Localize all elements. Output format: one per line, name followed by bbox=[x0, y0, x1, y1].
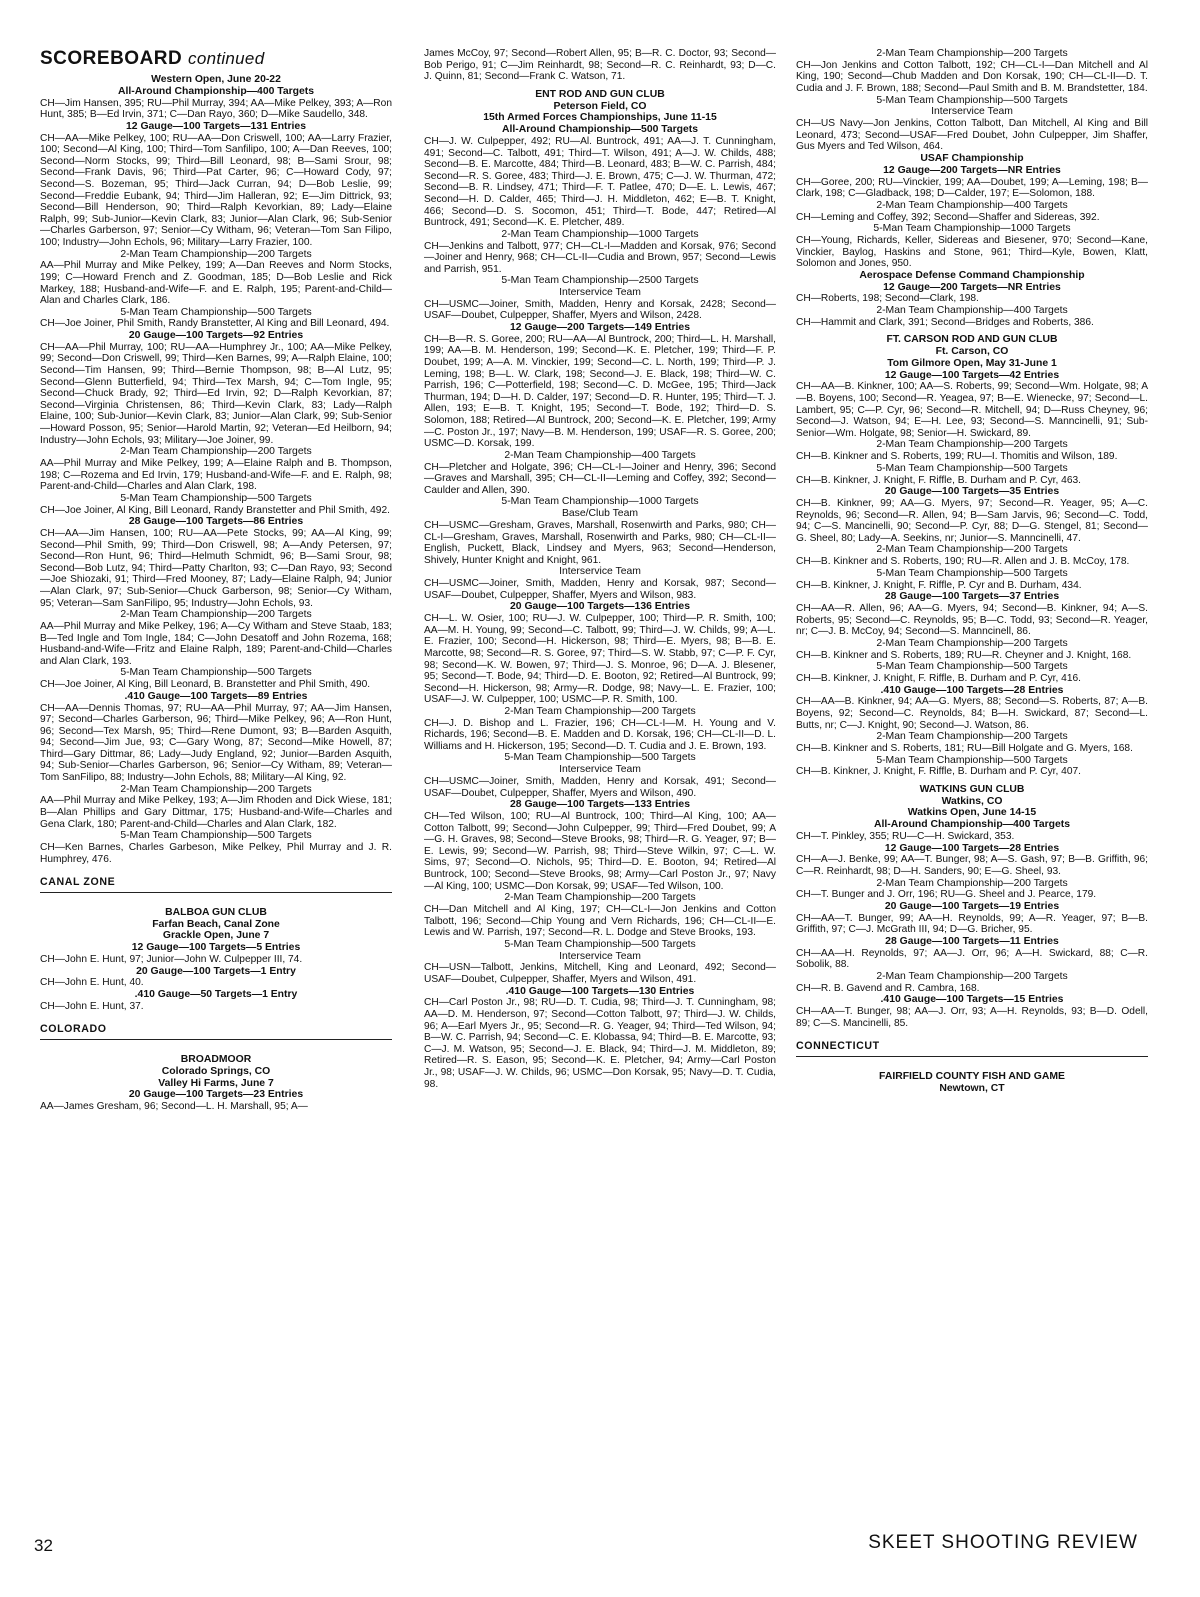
section-continued: continued bbox=[188, 49, 265, 68]
results-text: AA—Phil Murray and Mike Pelkey, 199; A—Elaine Ralph and B. Thompson, 198; C—Rozema and Ed Irvin, 179; Husband-and-Wife—F. and E. Ralph, 98; Parent-and-Child—Charles and Alan Clark, 198. bbox=[40, 458, 392, 493]
results-text: CH—Ken Barnes, Charles Garbeson, Mike Pelkey, Phil Murray and J. R. Humphrey, 476. bbox=[40, 842, 392, 865]
event-heading: 20 Gauge—100 Targets—136 Entries bbox=[510, 601, 690, 613]
event-heading: .410 Gauge—100 Targets—15 Entries bbox=[880, 994, 1064, 1006]
results-text: CH—USN—Talbott, Jenkins, Mitchell, King and Leonard, 492; Second—USAF—Doubet, Culpepper, Shaffer, Myers and Wilson, 491. bbox=[424, 962, 776, 985]
club-name: WATKINS GUN CLUB bbox=[919, 783, 1025, 795]
team-heading: 2-Man Team Championship—200 Targets bbox=[876, 544, 1068, 556]
event-heading: 20 Gauge—100 Targets—1 Entry bbox=[136, 965, 296, 977]
event-heading: 28 Gauge—100 Targets—133 Entries bbox=[510, 799, 690, 811]
club-location: Peterson Field, CO bbox=[553, 100, 647, 112]
team-heading: 2-Man Team Championship—200 Targets bbox=[876, 637, 1068, 649]
results-text: CH—AA—T. Bunger, 98; AA—J. Orr, 93; A—H. Reynolds, 93; B—D. Odell, 89; C—S. Mancinelli, 85. bbox=[796, 1006, 1148, 1029]
event-heading: All-Around Championship—400 Targets bbox=[873, 819, 1071, 831]
event-title: 15th Armed Forces Championships, June 11-15 bbox=[483, 112, 717, 124]
event-heading: 28 Gauge—100 Targets—86 Entries bbox=[128, 516, 304, 528]
results-text: CH—USMC—Joiner, Smith, Madden, Henry and Korsak, 2428; Second—USAF—Doubet, Culpepper, Shaffer, Myers and Wilson, 2428. bbox=[424, 298, 776, 322]
club-location: Watkins, CO bbox=[941, 795, 1003, 807]
event-heading: 20 Gauge—100 Targets—19 Entries bbox=[884, 901, 1060, 913]
event-heading: .410 Gauge—100 Targets—28 Entries bbox=[880, 684, 1064, 696]
results-text: CH—USMC—Joiner, Smith, Madden, Henry and Korsak, 491; Second—USAF—Doubet, Culpepper, Shaffer, Myers and Wilson, 490. bbox=[424, 776, 776, 799]
column-2 bbox=[424, 48, 776, 1518]
results-text: CH—B. Kinkner, J. Knight, F. Riffle, B. Durham and P. Cyr, 407. bbox=[796, 766, 1081, 778]
event-heading: .410 Gauge—100 Targets—89 Entries bbox=[124, 690, 308, 702]
results-text: CH—Joe Joiner, Al King, Bill Leonard, Randy Branstetter and Phil Smith, 492. bbox=[40, 504, 390, 516]
team-heading: 5-Man Team Championship—500 Targets bbox=[120, 492, 312, 504]
results-text: CH—T. Pinkley, 355; RU—C—H. Swickard, 353. bbox=[796, 831, 1015, 843]
results-text: CH—AA—Jim Hansen, 100; RU—AA—Pete Stocks, 99; AA—Al King, 99; Second—Phil Smith, 99; Third—Don Criswell, 98; A—Andy Petersen, 97; Second—Ron Hunt, 96; Third—Helmuth Schmidt, 96; B—Sami Srour, 98; Second—Bob Lutz, 94; Third—Patty Charlton, 93; C—Dan Rayo, 93; Second—Joe Shiozaki, 91; Third—Fred Mooney, 87; Lady—Elaine Ralph, 94; Junior—Alan Clark, 97; Sub-Senior—Chuck Garberson, 98; Senior—Cy Witham, 95; Veteran—Sam SanFilipo, 95; Industry—John Echols, 93. bbox=[40, 527, 392, 609]
club-location: Colorado Springs, CO bbox=[161, 1065, 271, 1077]
club-name: BALBOA GUN CLUB bbox=[165, 906, 267, 918]
results-text: CH—B. Kinkner and S. Roberts, 181; RU—Bill Holgate and G. Myers, 168. bbox=[796, 742, 1133, 754]
team-heading: 2-Man Team Championship—400 Targets bbox=[504, 449, 696, 461]
page-number: 32 bbox=[34, 1536, 53, 1555]
event-heading: 28 Gauge—100 Targets—37 Entries bbox=[884, 591, 1060, 603]
team-heading: 5-Man Team Championship—500 Targets bbox=[876, 462, 1068, 474]
results-text: CH—L. W. Osier, 100; RU—J. W. Culpepper, 100; Third—P. R. Smith, 100; AA—M. H. Young, 99; Second—C. Talbott, 99; Third—J. W. Childs, 99; A—L. E. Frazier, 100; Second—H. Hickerson, 98; Third—E. Myers, 98; B—B. E. Marcotte, 98; Second—R. S. Goree, 97; Third—S. W. Stabb, 97; C—P. F. Cyr, 98; Second—K. W. Bowen, 97; Third—J. S. Monroe, 96; D—A. J. Blesener, 95; Second—T. Bode, 94; Third—D. E. Booton, 92; Retired—Al Buntrock, 99; Second—H. Hickerson, 98; Army—R. Dodge, 98; Navy—L. E. Frazier, 100; USAF—J. W. Culpepper, 100; USMC—P. R. Smith, 100. bbox=[424, 613, 776, 706]
team-heading: 2-Man Team Championship—200 Targets bbox=[504, 892, 696, 904]
team-subheading: Interservice Team bbox=[559, 287, 641, 299]
team-heading: 2-Man Team Championship—200 Targets bbox=[120, 609, 312, 621]
team-subheading: Interservice Team bbox=[559, 764, 641, 776]
event-heading: 12 Gauge—100 Targets—5 Entries bbox=[131, 942, 301, 954]
results-text: CH—USMC—Gresham, Graves, Marshall, Rosenwirth and Parks, 980; CH—CL-I—Gresham, Graves, Marshall, Rosenwirth and Parks, 980; CH—CL-II—English, Puckett, Black, Lindsey and Myers, 963; Second—Henderson, Shively, Hunter Knight and Knight, 961. bbox=[424, 519, 776, 566]
event-heading: 12 Gauge—100 Targets—28 Entries bbox=[884, 842, 1060, 854]
results-text: CH—J. D. Bishop and L. Frazier, 196; CH—CL-I—M. H. Young and V. Richards, 196; Second—B. E. Madden and D. Korsak, 196; CH—CL-II—D. L. Williams and H. Hickerson, 195; Second—D. T. Cudia and J. E. Brown, 193. bbox=[424, 717, 776, 752]
results-text: CH—B. Kinkner and S. Roberts, 189; RU—R. Cheyner and J. Knight, 168. bbox=[796, 649, 1132, 661]
event-heading: 28 Gauge—100 Targets—11 Entries bbox=[885, 936, 1059, 948]
results-text: CH—Jenkins and Talbott, 977; CH—CL-I—Madden and Korsak, 976; Second—Joiner and Henry, 968; CH—CL-II—Cudia and Brown, 957; Second—Lewis and Parrish, 951. bbox=[424, 240, 776, 275]
results-text: CH—AA—T. Bunger, 99; AA—H. Reynolds, 99; A—R. Yeager, 97; B—B. Griffith, 97; C—J. McGrath III, 94; D—G. Bricher, 95. bbox=[796, 912, 1148, 936]
event-title: Valley Hi Farms, June 7 bbox=[158, 1077, 274, 1089]
results-text: CH—Goree, 200; RU—Vinckier, 199; AA—Doubet, 199; A—Leming, 198; B—Clark, 198; C—Gladback, 198; D—Calder, 197; E—Solomon, 188. bbox=[796, 176, 1148, 200]
club-location: Ft. Carson, CO bbox=[935, 346, 1009, 358]
results-text: AA—Phil Murray and Mike Pelkey, 199; A—Dan Reeves and Norm Stocks, 199; C—Howard French and Z. Goodman, 185; D—Bob Leslie and Rick Markey, 188; Husband-and-Wife—F. and E. Ralph, 195; Parent-and-Child—Alan and Charles Clark, 186. bbox=[40, 260, 392, 307]
team-heading: 2-Man Team Championship—400 Targets bbox=[876, 199, 1068, 211]
team-heading: 2-Man Team Championship—400 Targets bbox=[876, 304, 1068, 316]
results-text: CH—AA—B. Kinkner, 94; AA—G. Myers, 88; Second—S. Roberts, 87; A—B. Boyens, 92; Second—C. Reynolds, 84; B—H. Swickard, 87; Second—L. Butts, nr; C—J. Knight, 90; Second—J. Watson, 86. bbox=[796, 696, 1148, 731]
results-text: CH—Jim Hansen, 395; RU—Phil Murray, 394; AA—Mike Pelkey, 393; A—Ron Hunt, 385; B—Ed Irvin, 371; C—Dan Rayo, 360; D—Mike Saudello, 348. bbox=[40, 97, 392, 121]
results-text: CH—Ted Wilson, 100; RU—Al Buntrock, 100; Third—Al King, 100; AA—Cotton Talbott, 99; Second—John Culpepper, 99; Third—Fred Doubet, 99; A—G. H. Graves, 98; Second—Steve Brooks, 98; Third—R. G. Yeager, 97; B—E. Lewis, 99; Second—W. Parrish, 98; Third—Steve Wilkin, 97; C—L. W. Sims, 97; Second—O. Nichols, 95; Third—D. E. Booton, 94; Retired—Al Buntrock, 100; Second—Steve Brooks, 98; Army—Carl Poston Jr., 97; Navy—Al King, 100; USMC—Don Korsak, 99; USAF—Ted Wilson, 100. bbox=[424, 811, 776, 892]
team-heading: 5-Man Team Championship—500 Targets bbox=[120, 830, 312, 842]
results-text: CH—A—J. Benke, 99; AA—T. Bunger, 98; A—S. Gash, 97; B—B. Griffith, 96; C—R. Reinhardt, 98; D—H. Sanders, 90; E—G. Sheel, 93. bbox=[796, 854, 1148, 878]
team-heading: 2-Man Team Championship—200 Targets bbox=[120, 783, 312, 795]
region-heading-connecticut: CONNECTICUT bbox=[796, 1041, 1148, 1057]
event-title: Watkins Open, June 14-15 bbox=[907, 807, 1037, 819]
results-text: CH—John E. Hunt, 37. bbox=[40, 1000, 144, 1012]
event-heading: .410 Gauge—100 Targets—130 Entries bbox=[505, 985, 695, 997]
region-heading-colorado: COLORADO bbox=[40, 1024, 392, 1040]
results-text: CH—John E. Hunt, 97; Junior—John W. Culpepper III, 74. bbox=[40, 954, 303, 965]
club-name: FT. CARSON ROD AND GUN CLUB bbox=[886, 334, 1058, 346]
team-subheading: Interservice Team bbox=[931, 106, 1013, 118]
results-text: CH—Pletcher and Holgate, 396; CH—CL-I—Joiner and Henry, 396; Second—Graves and Marshall, 395; CH—CL-II—Leming and Coffey, 392; Second—Caulder and Allen, 390. bbox=[424, 461, 776, 496]
event-heading: 20 Gauge—100 Targets—92 Entries bbox=[128, 330, 304, 342]
results-text: James McCoy, 97; Second—Robert Allen, 95; B—R. C. Doctor, 93; Second—Bob Perigo, 91; C—Jim Reinhardt, 98; Second—R. C. Reinhardt, 93; D—C. J. Quinn, 81; Second—Frank C. Watson, 71. bbox=[424, 48, 776, 83]
results-text: CH—USMC—Joiner, Smith, Madden, Henry and Korsak, 987; Second—USAF—Doubet, Culpepper, Shaffer, Myers and Wilson, 983. bbox=[424, 578, 776, 601]
club-name: BROADMOOR bbox=[180, 1053, 252, 1065]
results-text: CH—John E. Hunt, 40. bbox=[40, 977, 144, 989]
team-heading: 5-Man Team Championship—500 Targets bbox=[876, 661, 1068, 673]
team-heading: 5-Man Team Championship—500 Targets bbox=[120, 667, 312, 679]
results-text: CH—AA—R. Allen, 96; AA—G. Myers, 94; Second—B. Kinkner, 94; A—S. Roberts, 95; Second—C. Reynolds, 95; B—C. Todd, 93; Second—R. Yeager, nr; C—J. B. McCoy, 94; Second—S. Manncinell, 86. bbox=[796, 602, 1148, 638]
results-text: CH—B. Kinkner, 99; AA—G. Myers, 97; Second—R. Yeager, 95; A—C. Reynolds, 96; Second—R. Allen, 94; B—Sam Jarvis, 96; Second—C. Todd, 94; C—S. Mancinelli, 90; Second—P. Cyr, 88; D—G. Stengel, 81; Second—G. Sheel, 80; Lady—A. Seekins, nr; Junior—S. Manncinelli, 47. bbox=[796, 498, 1148, 544]
team-heading: 5-Man Team Championship—1000 Targets bbox=[873, 223, 1071, 235]
team-heading: 2-Man Team Championship—200 Targets bbox=[120, 446, 312, 458]
section-title bbox=[40, 48, 392, 70]
club-location: Farfan Beach, Canal Zone bbox=[152, 918, 280, 930]
magazine-title: SKEET SHOOTING REVIEW bbox=[868, 1532, 1138, 1553]
results-text: CH—Joe Joiner, Phil Smith, Randy Branstetter, Al King and Bill Leonard, 494. bbox=[40, 318, 390, 330]
event-title: Grackle Open, June 7 bbox=[162, 930, 270, 942]
club-name: FAIRFIELD COUNTY FISH AND GAME bbox=[879, 1070, 1065, 1082]
results-text: CH—AA—H. Reynolds, 97; AA—J. Orr, 96; A—H. Swickard, 88; C—R. Sobolik, 88. bbox=[796, 947, 1148, 971]
team-heading: 2-Man Team Championship—200 Targets bbox=[876, 48, 1068, 59]
results-text: CH—B. Kinkner and S. Roberts, 190; RU—R. Allen and J. B. McCoy, 178. bbox=[796, 556, 1130, 568]
event-title: USAF Championship bbox=[920, 152, 1024, 164]
results-text: CH—AA—Phil Murray, 100; RU—AA—Humphrey Jr., 100; AA—Mike Pelkey, 99; Second—Don Criswell, 99; Third—Ken Barnes, 99; A—Ralph Elaine, 100; Second—Tim Hansen, 99; Third—Bernie Thompson, 98; B—Al Lutz, 95; Second—Glenn Butterfield, 94; Third—Tex Marsh, 94; C—Tom Ingle, 95; Second—Chuck Brady, 92; Third—Ed Irvin, 92; D—Ralph Kevorkian, 87; Second—Virginia Christensen, 86; Third—Kevin Clark, 83; Lady—Ralph Elaine, 100; Sub-Junior—Kevin Clark, 83; Junior—Alan Clark, 99; Sub-Senior—Howard Posson, 95; Senior—Harold Martin, 92; Veteran—Ed Heilborn, 94; Industry—John Echols, 93; Military—Joe Joiner, 99. bbox=[40, 341, 392, 446]
results-text: CH—AA—B. Kinkner, 100; AA—S. Roberts, 99; Second—Wm. Holgate, 98; A—B. Boyens, 100; Second—R. Yeagea, 97; B—E. Wienecke, 97; Second—L. Lambert, 95; C—P. Cyr, 96; Second—R. Mitchell, 94; D—Russ Cheyney, 96; Second—J. Watson, 94; E—H. Lee, 93; Second—S. Manncinelli, 91; Sub-Senior—Wm. Holgate, 98; Senior—H. Swickard, 89. bbox=[796, 381, 1148, 439]
results-text: AA—Phil Murray and Mike Pelkey, 193; A—Jim Rhoden and Dick Wiese, 181; B—Alan Phillips and Gary Dittmar, 175; Husband-and-Wife—Charles and Gena Clark, 180; Parent-and-Child—Charles and Alan Clark, 182. bbox=[40, 795, 392, 830]
event-heading: All-Around Championship—500 Targets bbox=[501, 124, 699, 136]
team-heading: 2-Man Team Championship—200 Targets bbox=[876, 877, 1068, 889]
results-text: CH—Roberts, 198; Second—Clark, 198. bbox=[796, 293, 979, 305]
team-subheading: Interservice Team bbox=[559, 566, 641, 578]
event-heading: All-Around Championship—400 Targets bbox=[117, 85, 315, 97]
region-heading-canal-zone: CANAL ZONE bbox=[40, 877, 392, 893]
team-heading: 5-Man Team Championship—500 Targets bbox=[504, 938, 696, 950]
team-heading: 2-Man Team Championship—200 Targets bbox=[876, 439, 1068, 451]
team-heading: 5-Man Team Championship—500 Targets bbox=[120, 306, 312, 318]
event-heading: .410 Gauge—50 Targets—1 Entry bbox=[134, 988, 298, 1000]
results-text: CH—Joe Joiner, Al King, Bill Leonard, B. Branstetter and Phil Smith, 490. bbox=[40, 679, 371, 691]
team-heading: 2-Man Team Championship—200 Targets bbox=[876, 731, 1068, 743]
results-text: CH—R. B. Gavend and R. Cambra, 168. bbox=[796, 982, 980, 994]
team-heading: 2-Man Team Championship—200 Targets bbox=[876, 971, 1068, 983]
event-heading: 12 Gauge—200 Targets—NR Entries bbox=[883, 281, 1061, 293]
results-text: AA—James Gresham, 96; Second—L. H. Marshall, 95; A— bbox=[40, 1101, 308, 1113]
team-subheading: Interservice Team bbox=[559, 950, 641, 962]
event-heading: 12 Gauge—200 Targets—NR Entries bbox=[883, 164, 1061, 176]
results-text: CH—J. W. Culpepper, 492; RU—Al. Buntrock, 491; AA—J. T. Cunningham, 491; Second—C. Talbott, 491; Third—T. Wilson, 491; A—J. W. Childs, 488; Second—B. E. Marcotte, 484; Third—B. Leonard, 483; B—W. C. Parrish, 484; Second—R. S. Goree, 483; Third—J. E. Brown, 475; C—J. W. Thurman, 472; Second—B. R. Lindsey, 471; Third—F. T. Patlee, 470; D—E. L. Lewis, 467; Second—H. D. Calder, 465; Third—J. H. Middleton, 462; E—B. T. Knight, 466; Second—D. S. Socomon, 451; Third—T. Bode, 447; Retired—Al Buntrock, 491; Second—K. E. Pletcher, 489. bbox=[424, 135, 776, 229]
results-text: CH—Dan Mitchell and Al King, 197; CH—CL-I—Jon Jenkins and Cotton Talbott, 196; Second—Chip Young and Vern Richards, 196; CH—CL-II—E. Lewis and W. Parrish, 197; Second—R. L. Dodge and Steve Brooks, 193. bbox=[424, 904, 776, 939]
team-heading: 2-Man Team Championship—200 Targets bbox=[504, 705, 696, 717]
event-heading: 20 Gauge—100 Targets—23 Entries bbox=[128, 1089, 304, 1101]
team-heading: 5-Man Team Championship—500 Targets bbox=[504, 752, 696, 764]
results-text: CH—B—R. S. Goree, 200; RU—AA—Al Buntrock, 200; Third—L. H. Marshall, 199; AA—B. M. Henderson, 199; Second—K. E. Pletcher, 199; Third—F. P. Doubet, 199; A—A. M. Vinckier, 199; Second—C. L. North, 199; Third—P. J. Leming, 198; B—L. W. Clark, 198; Second—J. E. Black, 198; Third—W. C. Parrish, 196; C—Potterfield, 198; Second—C. D. McGee, 195; Third—Jack Thurman, 194; D—H. D. Calder, 197; Second—D. R. Hunter, 195; Third—T. J. Allen, 193; E—B. T. Knight, 195; Second—T. Bode, 192; Third—D. S. Solomon, 188; Retired—Al Buntrock, 200; Second—K. E. Pletcher, 199; Army—C. Poston Jr., 197; Navy—B. M. Henderson, 199; USAF—R. S. Goree, 200; USMC—D. Korsak, 199. bbox=[424, 333, 776, 450]
event-heading: 20 Gauge—100 Targets—35 Entries bbox=[884, 486, 1060, 498]
club-location: Newtown, CT bbox=[939, 1082, 1005, 1094]
team-heading: 5-Man Team Championship—2500 Targets bbox=[501, 275, 699, 287]
results-text: CH—Hammit and Clark, 391; Second—Bridges and Roberts, 386. bbox=[796, 316, 1094, 328]
event-heading: 12 Gauge—100 Targets—42 Entries bbox=[884, 369, 1060, 381]
event-title: Tom Gilmore Open, May 31-June 1 bbox=[887, 357, 1057, 369]
results-text: CH—Young, Richards, Keller, Sidereas and Biesener, 970; Second—Kane, Vinckier, Baylog, Haskins and Stone, 961; Third—Kyle, Bowen, Klatt, Solomon and Jones, 950. bbox=[796, 234, 1148, 270]
results-text: AA—Phil Murray and Mike Pelkey, 196; A—Cy Witham and Steve Staab, 183; B—Ted Ingle and Tom Ingle, 184; C—John Desatoff and John Rozema, 168; Husband-and-Wife—Fritz and Elaine Ralph, 189; Parent-and-Child—Charles and Alan Clark, 193. bbox=[40, 620, 392, 667]
event-title: Aerospace Defense Command Championship bbox=[859, 269, 1085, 281]
event-heading: 12 Gauge—200 Targets—149 Entries bbox=[510, 322, 690, 334]
results-text: CH—AA—Dennis Thomas, 97; RU—AA—Phil Murray, 97; AA—Jim Hansen, 97; Second—Charles Garberson, 96; Third—Mike Pelkey, 96; A—Ron Hunt, 96; Second—Tex Marsh, 95; Third—Rene Dumont, 93; B—Barden Asquith, 94; Second—Jim Jue, 93; C—Gary Wong, 87; Second—Mike Howell, 87; Third—Gary Dittmar, 86; Lady—Judy England, 92; Junior—Barden Asquith, 94; Sub-Senior—Charles Garberson, 96; Senior—Cy Witham, 89; Veteran—Tom SanFilipo, 88; Industry—John Echols, 88; Military—Al King, 92. bbox=[40, 702, 392, 784]
event-title: Western Open, June 20-22 bbox=[151, 74, 281, 85]
team-heading: 5-Man Team Championship—500 Targets bbox=[876, 567, 1068, 579]
results-text: CH—Carl Poston Jr., 98; RU—D. T. Cudia, 98; Third—J. T. Cunningham, 98; AA—D. M. Henderson, 97; Second—Cotton Talbott, 97; Third—J. W. Childs, 96; A—Earl Myers Jr., 95; Second—R. G. Yeager, 94; Third—Ted Wilson, 94; B—W. C. Parrish, 94; Second—C. E. Klobassa, 94; Third—B. E. Marcotte, 93; C—J. M. Watson, 95; Second—J. E. Black, 94; Third—J. M. Middleton, 89; Retired—R. S. Eason, 95; Second—K. E. Pletcher, 94; Army—Carl Poston Jr., 98; USAF—J. W. Childs, 96; USMC—Don Korsak, 95; Navy—D. T. Cudia, 98. bbox=[424, 997, 776, 1090]
team-heading: 2-Man Team Championship—1000 Targets bbox=[501, 228, 699, 240]
results-text: CH—B. Kinkner, J. Knight, F. Riffle, B. Durham and P. Cyr, 416. bbox=[796, 672, 1081, 684]
results-text: CH—Leming and Coffey, 392; Second—Shaffer and Sidereas, 392. bbox=[796, 211, 1100, 223]
scoreboard-page bbox=[40, 48, 1160, 1528]
column-3 bbox=[796, 48, 1148, 1518]
team-heading: 2-Man Team Championship—200 Targets bbox=[120, 248, 312, 260]
team-heading: 5-Man Team Championship—500 Targets bbox=[876, 754, 1068, 766]
team-heading: 5-Man Team Championship—500 Targets bbox=[876, 94, 1068, 106]
results-text: CH—US Navy—Jon Jenkins, Cotton Talbott, Dan Mitchell, Al King and Bill Leonard, 473; Second—USAF—Fred Doubet, John Culpepper, Jim Shaffer, Gus Myers and Ted Wilson, 464. bbox=[796, 118, 1148, 153]
team-heading: 5-Man Team Championship—1000 Targets bbox=[501, 496, 699, 508]
column-1 bbox=[40, 48, 392, 1518]
results-text: CH—B. Kinkner and S. Roberts, 199; RU—I. Thomitis and Wilson, 189. bbox=[796, 451, 1118, 463]
results-text: CH—T. Bunger and J. Orr, 196; RU—G. Sheel and J. Pearce, 179. bbox=[796, 889, 1097, 901]
results-text: CH—AA—Mike Pelkey, 100; RU—AA—Don Criswell, 100; AA—Larry Frazier, 100; Second—Al King, 100; Third—Tom Sanfilipo, 100; A—Dan Reeves, 100; Second—Norm Stocks, 99; Third—Bill Leonard, 98; B—Sami Srour, 98; Second—Frank Davis, 96; Third—Pat Carter, 96; C—Howard Cody, 97; Second—S. Bozeman, 95; Third—Jack Curran, 94; D—Bob Leslie, 99; Second—Freddie Eubank, 94; Third—Jim Halleran, 92; E—Jim Dittrick, 93; Second—Bill Henderson, 90; Third—Ralph Kevorkian, 89; Lady—Elaine Ralph, 99; Sub-Junior—Kevin Clark, 83; Junior—Alan Clark, 96; Sub-Senior—Charles Garberson, 97; Senior—Cy Witham, 96; Veteran—Tom San Filipo, 100; Industry—John Echols, 96; Military—Larry Frazier, 100. bbox=[40, 132, 392, 248]
section-title-text: SCOREBOARD bbox=[40, 48, 183, 69]
club-name: ENT ROD AND GUN CLUB bbox=[535, 88, 665, 100]
team-subheading: Base/Club Team bbox=[561, 508, 639, 520]
results-text: CH—Jon Jenkins and Cotton Talbott, 192; CH—CL-I—Dan Mitchell and Al King, 190; Second—Chub Madden and Don Korsak, 190; CH—CL-II—D. T. Cudia and J. F. Brown, 188; Second—Paul Smith and B. M. Brandstetter, 184. bbox=[796, 59, 1148, 94]
event-heading: 12 Gauge—100 Targets—131 Entries bbox=[126, 120, 306, 132]
results-text: CH—B. Kinkner, J. Knight, F. Riffle, P. Cyr and B. Durham, 434. bbox=[796, 579, 1082, 591]
results-text: CH—B. Kinkner, J. Knight, F. Riffle, B. Durham and P. Cyr, 463. bbox=[796, 474, 1081, 486]
